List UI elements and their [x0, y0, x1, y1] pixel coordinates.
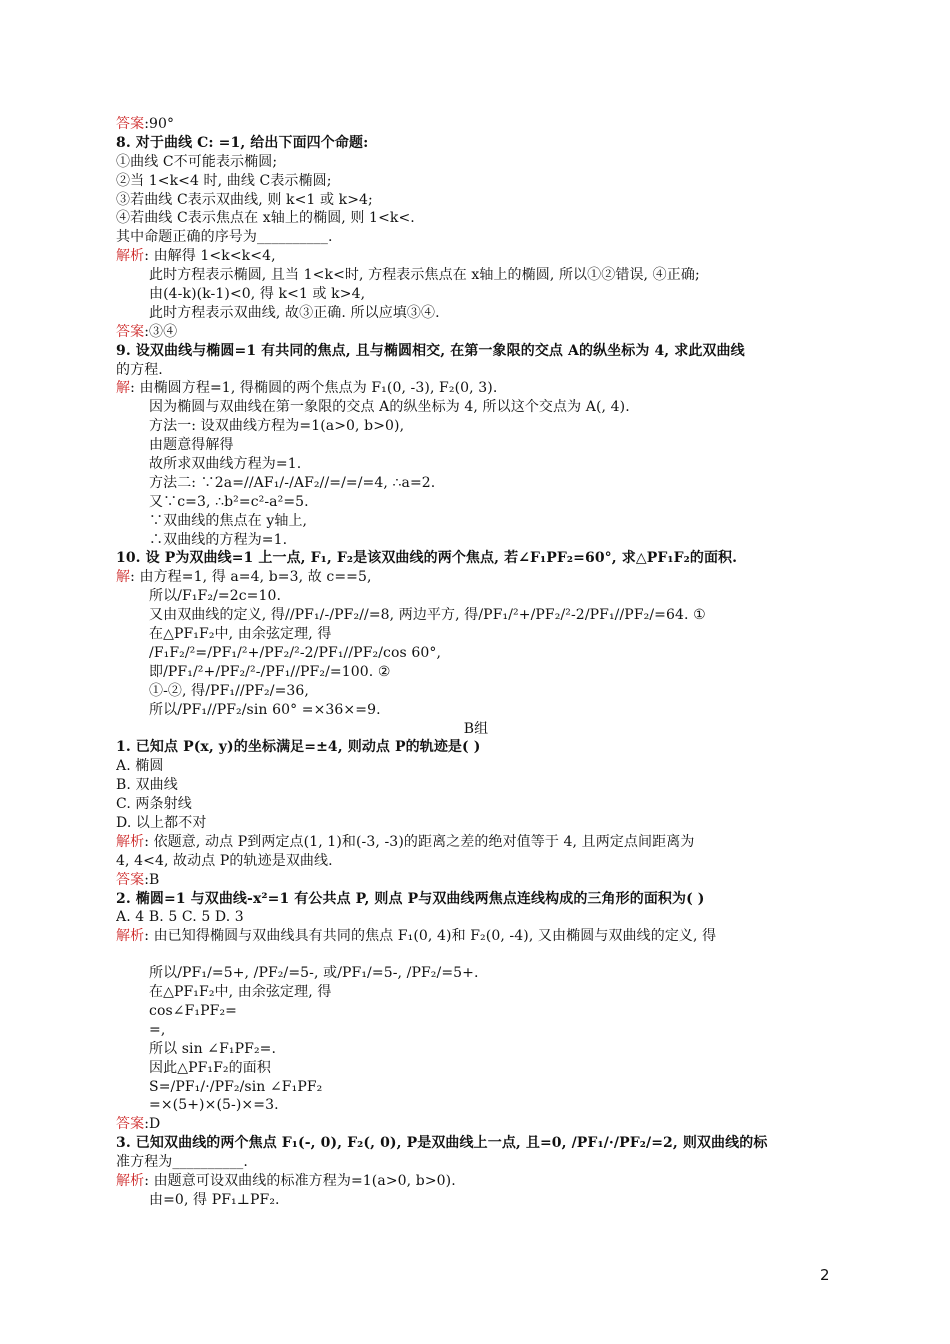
text-line [116, 625, 836, 644]
line-text: C. 两条射线 [116, 796, 192, 813]
text-line [116, 908, 836, 927]
text-line [116, 814, 836, 833]
text-line [116, 1134, 836, 1153]
line-text: 故所求双曲线方程为=1. [149, 456, 302, 473]
text-line [116, 549, 836, 568]
text-line [116, 1040, 836, 1059]
answer-label: 答案 [116, 871, 145, 888]
text-line [116, 1078, 836, 1097]
text-line [116, 1172, 836, 1191]
text-line [116, 663, 836, 682]
line-text: 方法一: 设双曲线方程为=1(a>0, b>0), [149, 418, 405, 435]
answer-label: 解 [116, 380, 131, 397]
answer-label: 解析 [116, 833, 145, 850]
text-line [116, 474, 836, 493]
line-text: ③若曲线 C表示双曲线, 则 k<1 或 k>4; [116, 191, 373, 208]
blank-line [116, 946, 836, 964]
line-text: 方法二: ∵2a=//AF₁/-/AF₂//=/=/=4, ∴a=2. [149, 474, 436, 491]
text-line [116, 172, 836, 191]
text-line [116, 890, 836, 909]
line-text: S=/PF₁/·/PF₂/sin ∠F₁PF₂ [149, 1078, 323, 1095]
line-text: 即/PF₁/²+/PF₂/²-/PF₁//PF₂/=100. ② [149, 663, 391, 680]
document-body [116, 115, 836, 1210]
line-text: 2. 椭圆=1 与双曲线-x²=1 有公共点 P, 则点 P与双曲线两焦点连线构成的三角形的面积为( ) [116, 890, 705, 907]
text-line [116, 361, 836, 380]
text-line [116, 833, 836, 852]
text-line [116, 247, 836, 266]
line-text: 因此△PF₁F₂的面积 [149, 1059, 271, 1076]
text-line [116, 115, 836, 134]
answer-label: 答案 [116, 1116, 145, 1133]
text-line [116, 153, 836, 172]
line-text: 又∵c=3, ∴b²=c²-a²=5. [149, 493, 309, 510]
line-text: :D [144, 1116, 161, 1133]
text-line [116, 1002, 836, 1021]
text-line [116, 134, 836, 153]
line-text: :③④ [144, 323, 178, 340]
text-line [116, 285, 836, 304]
text-line [116, 927, 836, 946]
line-text: =×(5+)×(5-)×=3. [149, 1097, 279, 1114]
text-line [116, 209, 836, 228]
line-text: 由(4-k)(k-1)<0, 得 k<1 或 k>4, [149, 286, 366, 303]
text-line [116, 493, 836, 512]
text-line [116, 701, 836, 720]
line-text: B组 [463, 720, 489, 737]
text-line [116, 720, 836, 739]
line-text: 其中命题正确的序号为__________. [116, 229, 333, 246]
line-text: 在△PF₁F₂中, 由余弦定理, 得 [149, 984, 332, 1001]
text-line [116, 871, 836, 890]
line-text: 所以/PF₁/=5+, /PF₂/=5-, 或/PF₁/=5-, /PF₂/=5+. [149, 965, 479, 982]
line-text: ④若曲线 C表示焦点在 x轴上的椭圆, 则 1<k<. [116, 210, 415, 227]
answer-label: 解析 [116, 1172, 145, 1189]
text-line [116, 191, 836, 210]
text-line [116, 1021, 836, 1040]
line-text: 又由双曲线的定义, 得//PF₁/-/PF₂//=8, 两边平方, 得/PF₁/²+/PF₂/²-2/PF₁//PF₂/=64. ① [149, 607, 706, 624]
line-text: 的方程. [116, 361, 163, 378]
line-text: 此时方程表示椭圆, 且当 1<k<时, 方程表示焦点在 x轴上的椭圆, 所以①②错误, ④正确; [149, 267, 700, 284]
line-text: cos∠F₁PF₂= [149, 1002, 237, 1019]
line-text: B. 双曲线 [116, 777, 178, 794]
answer-label: 解析 [116, 248, 145, 265]
line-text: :90° [144, 116, 175, 132]
text-line [116, 983, 836, 1002]
text-line [116, 606, 836, 625]
text-line [116, 323, 836, 342]
line-text: : 依题意, 动点 P到两定点(1, 1)和(-3, -3)的距离之差的绝对值等于 4, 且两定点间距离为 [144, 833, 695, 850]
line-text: : 由方程=1, 得 a=4, b=3, 故 c==5, [130, 569, 372, 586]
text-line [116, 1191, 836, 1210]
line-text: : 由解得 1<k<k<4, [144, 248, 276, 265]
line-text: 由=0, 得 PF₁⊥PF₂. [149, 1191, 280, 1208]
line-text: =, [149, 1021, 166, 1038]
line-text: 3. 已知双曲线的两个焦点 F₁(-, 0), F₂(, 0), P是双曲线上一点, 且=0, /PF₁/·/PF₂/=2, 则双曲线的标 [116, 1135, 768, 1152]
page-number: 2 [820, 1266, 830, 1284]
text-line [116, 417, 836, 436]
line-text: 9. 设双曲线与椭圆=1 有共同的焦点, 且与椭圆相交, 在第一象限的交点 A的纵坐标为 4, 求此双曲线 [116, 342, 745, 359]
answer-label: 答案 [116, 116, 145, 132]
text-line [116, 531, 836, 550]
line-text: 4, 4<4, 故动点 P的轨迹是双曲线. [116, 852, 333, 869]
line-text: 1. 已知点 P(x, y)的坐标满足=±4, 则动点 P的轨迹是( ) [116, 739, 481, 756]
text-line [116, 342, 836, 361]
line-text: A. 椭圆 [116, 758, 164, 775]
text-line [116, 512, 836, 531]
text-line [116, 1115, 836, 1134]
text-line [116, 964, 836, 983]
text-line [116, 379, 836, 398]
text-line [116, 738, 836, 757]
line-text: 所以/F₁F₂/=2c=10. [149, 588, 282, 605]
text-line [116, 682, 836, 701]
answer-label: 解析 [116, 928, 145, 945]
text-line [116, 304, 836, 323]
line-text: : 由已知得椭圆与双曲线具有共同的焦点 F₁(0, 4)和 F₂(0, -4), 又由椭圆与双曲线的定义, 得 [144, 928, 717, 945]
text-line [116, 398, 836, 417]
line-text: ①-②, 得/PF₁//PF₂/=36, [149, 682, 309, 699]
line-text: :B [144, 871, 160, 888]
answer-label: 解 [116, 569, 131, 586]
answer-label: 答案 [116, 323, 145, 340]
text-line [116, 1096, 836, 1115]
text-line [116, 436, 836, 455]
line-text: ①曲线 C不可能表示椭圆; [116, 153, 278, 170]
line-text: 因为椭圆与双曲线在第一象限的交点 A的纵坐标为 4, 所以这个交点为 A(, 4). [149, 399, 630, 416]
text-line [116, 568, 836, 587]
line-text: D. 以上都不对 [116, 814, 207, 831]
line-text: 所以/PF₁//PF₂/sin 60° =×36×=9. [149, 701, 381, 718]
text-line [116, 757, 836, 776]
line-text: ②当 1<k<4 时, 曲线 C表示椭圆; [116, 172, 332, 189]
text-line [116, 852, 836, 871]
line-text: : 由题意可设双曲线的标准方程为=1(a>0, b>0). [144, 1172, 456, 1189]
text-line [116, 776, 836, 795]
line-text: 8. 对于曲线 C: =1, 给出下面四个命题: [116, 134, 369, 151]
line-text: : 由椭圆方程=1, 得椭圆的两个焦点为 F₁(0, -3), F₂(0, 3). [130, 380, 498, 397]
line-text: ∴双曲线的方程为=1. [149, 531, 288, 548]
text-line [116, 644, 836, 663]
text-line [116, 1059, 836, 1078]
text-line [116, 228, 836, 247]
line-text: 此时方程表示双曲线, 故③正确. 所以应填③④. [149, 304, 440, 321]
line-text: 准方程为__________. [116, 1154, 248, 1171]
line-text: 10. 设 P为双曲线=1 上一点, F₁, F₂是该双曲线的两个焦点, 若∠F₁PF₂=60°, 求△PF₁F₂的面积. [116, 550, 738, 567]
line-text: ∵双曲线的焦点在 y轴上, [149, 512, 308, 529]
text-line [116, 1153, 836, 1172]
text-line [116, 455, 836, 474]
text-line [116, 266, 836, 285]
line-text: 所以 sin ∠F₁PF₂=. [149, 1040, 277, 1057]
text-line [116, 587, 836, 606]
line-text: A. 4 B. 5 C. 5 D. 3 [116, 909, 244, 926]
text-line [116, 795, 836, 814]
line-text: 由题意得解得 [149, 437, 234, 454]
line-text: 在△PF₁F₂中, 由余弦定理, 得 [149, 626, 332, 643]
line-text: /F₁F₂/²=/PF₁/²+/PF₂/²-2/PF₁//PF₂/cos 60°, [149, 644, 442, 661]
